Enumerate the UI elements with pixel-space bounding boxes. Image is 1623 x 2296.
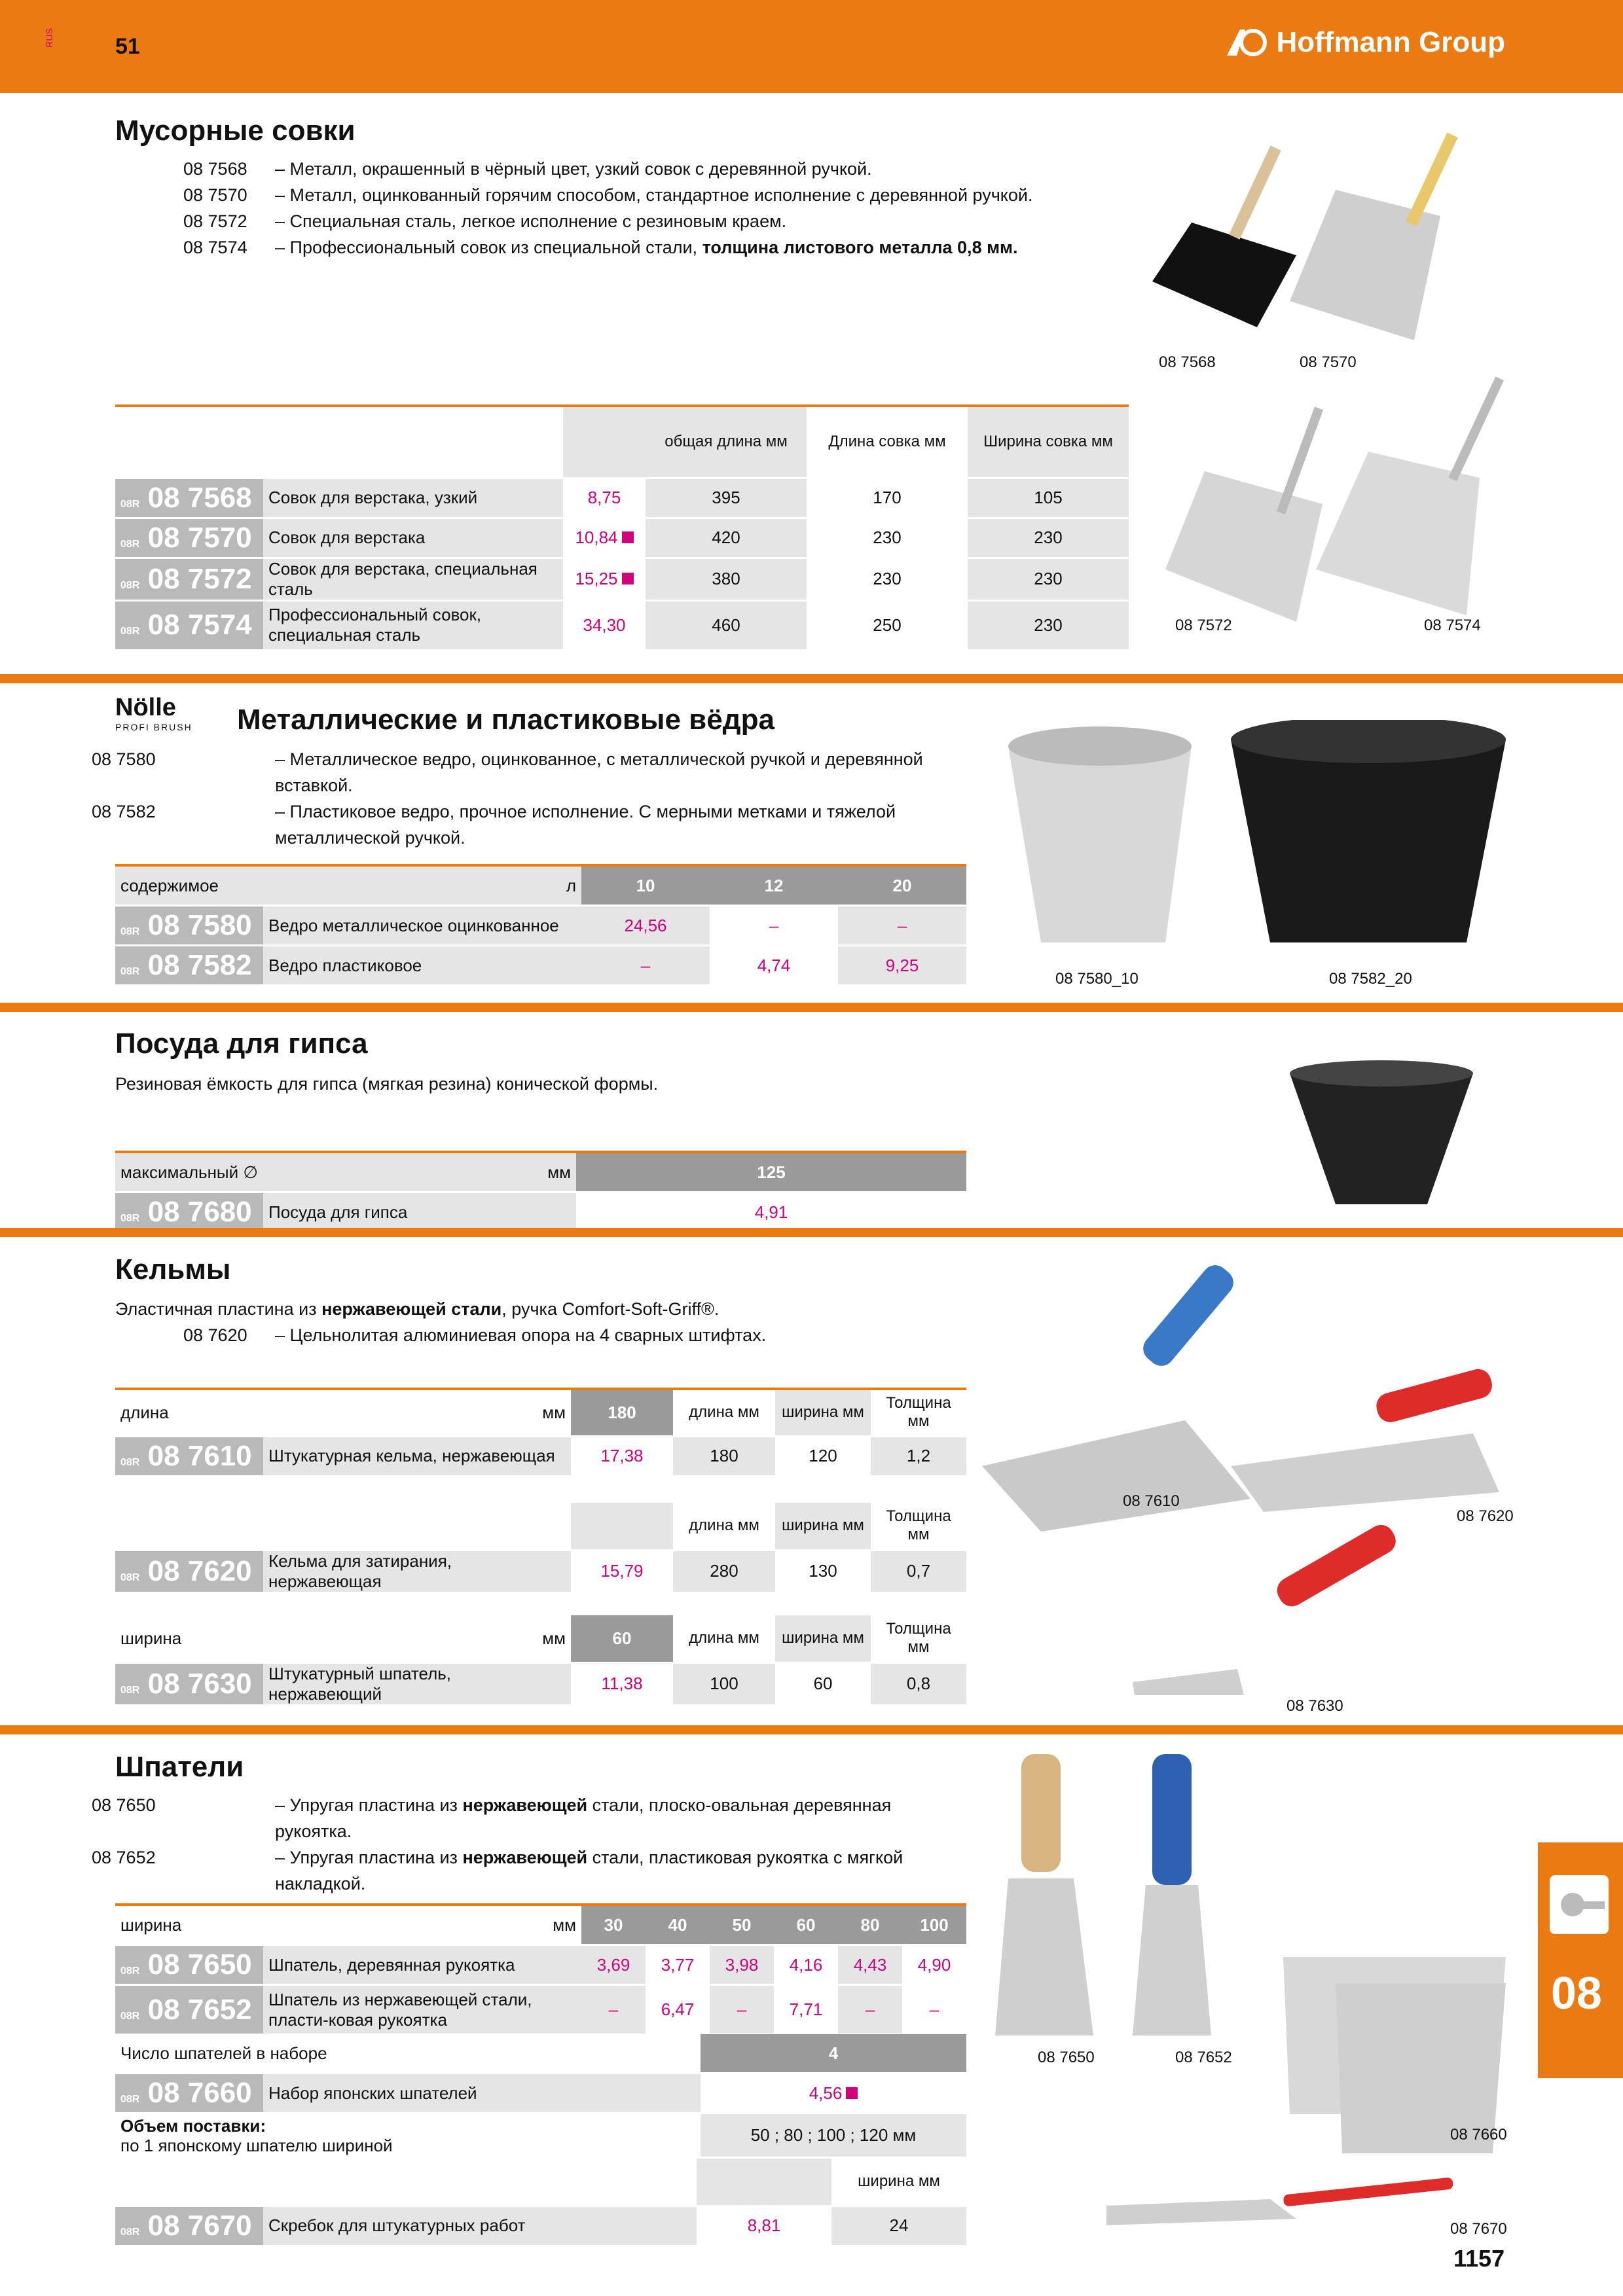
table-row: 08R 08 7580 Ведро металлическое оцинкованное 24,56 – – [115, 906, 966, 946]
brand-name: Hoffmann Group [1276, 26, 1505, 58]
desc-line: 08 7652 – Упругая пластина из нержавеющей стали, пластиковая рукоятка с мягкой накладкой. [92, 1848, 903, 1893]
table-row: 08R 08 7570 Совок для верстака 10,84 420 230 230 [115, 518, 1129, 558]
section-title-spatulas: Шпатели [115, 1751, 244, 1783]
table-row: 08R 08 7620 Кельма для затирания, нержавеющая 15,79 280 130 0,7 [115, 1550, 966, 1592]
brand-name: Nölle [115, 694, 176, 721]
spatula-images [995, 1748, 1545, 2271]
section-title-plaster-bowl: Посуда для гипса [115, 1028, 368, 1060]
table-row: 08R 08 7680 Посуда для гипса 4,91 [115, 1193, 966, 1232]
tools-icon [1550, 1875, 1609, 1934]
desc-line: 08 7582 – Пластиковое ведро, прочное исполнение. С мерными метками и тяжелой металлической ручкой. [92, 802, 896, 848]
image-caption: 08 7574 [1424, 617, 1481, 634]
bucket-images [995, 720, 1519, 969]
image-caption: 08 7620 [1457, 1507, 1514, 1525]
desc-line: 08 7568 – Металл, окрашенный в чёрный цвет, узкий совок с деревянной ручкой. [183, 159, 872, 179]
chapter-number: 08 [1551, 1967, 1602, 2018]
unit: л [566, 875, 576, 895]
dustpan-images [1139, 124, 1545, 347]
section-divider [0, 1003, 1623, 1012]
trowel-description: Эластичная пластина из нержавеющей стали, ручка Comfort-Soft-Griff®. 08 7620 – Цельнолитая алюминиевая опора на 4 сварных штифтах. [115, 1299, 767, 1345]
dustpan-table [115, 404, 1129, 651]
dustpan-descriptions [183, 156, 1033, 260]
section-title-trowels: Кельмы [115, 1253, 231, 1285]
trowel-images [976, 1250, 1552, 1695]
dustpan-images-2 [1152, 373, 1545, 622]
image-caption: 08 7568 [1159, 353, 1216, 371]
image-caption: 08 7572 [1175, 617, 1232, 634]
image-caption: 08 7580_10 [1055, 970, 1139, 988]
image-caption: 08 7670 [1450, 2220, 1507, 2238]
plaster-bowl-description: Резиновая ёмкость для гипса (мягкая резина) конической формы. [115, 1074, 659, 1094]
section-divider [0, 1725, 1623, 1734]
table-row: 08R 08 7660 Набор японских шпателей 4,56 [115, 2073, 966, 2113]
image-caption: 08 7582_20 [1329, 970, 1412, 988]
page-number-left: 51 [115, 34, 140, 59]
page-number-right: 1157 [1453, 2245, 1505, 2272]
bucket-descriptions [92, 746, 969, 851]
desc-line: 08 7570 – Металл, оцинкованный горячим способом, стандартное исполнение с деревянной ручкой. [183, 185, 1033, 205]
spatula-descriptions [92, 1792, 936, 1897]
image-caption: 08 7610 [1123, 1492, 1180, 1510]
scraper-table: ширина мм 08R 08 7670 Скребок для штукатурных работ 8,81 24 [115, 2159, 966, 2247]
chapter-tab [1538, 1842, 1623, 2078]
col-header: общая длина мм [646, 406, 807, 478]
label: содержимое [120, 875, 219, 895]
image-caption: 08 7570 [1300, 353, 1357, 371]
section-divider [0, 674, 1623, 683]
image-caption: 08 7650 [1038, 2049, 1095, 2066]
image-caption: 08 7652 [1175, 2049, 1232, 2066]
table-row: 08R 08 7650 Шпатель, деревянная рукоятка 3,69 3,77 3,98 4,16 4,43 4,90 [115, 1945, 966, 1985]
section-divider [0, 1228, 1623, 1237]
brand-logo [1224, 26, 1505, 59]
desc-line: 08 7650 – Упругая пластина из нержавеющей стали, плоско-овальная деревянная рукоятка. [92, 1795, 892, 1841]
plaster-bowl-image [1283, 1060, 1480, 1211]
section-title-buckets: Металлические и пластиковые вёдра [237, 704, 775, 736]
trowel-table-3: ширина мм 60 длина мм ширина мм Толщина мм 08R 08 7630 Штукатурный шпатель, нержавеющий 11,38 100 60 0,8 [115, 1615, 966, 1706]
table-row: 08R 08 7582 Ведро пластиковое – 4,74 9,25 [115, 946, 966, 986]
nolle-brand-logo [115, 694, 192, 732]
table-row: 08R 08 7574 Профессиональный совок, специальная сталь 34,30 460 250 230 [115, 600, 1129, 650]
desc-line: 08 7572 – Специальная сталь, легкое исполнение с резиновым краем. [183, 211, 787, 231]
col-header: Длина совка мм [807, 406, 968, 478]
spatula-set-table: Число шпателей в наборе 4 08R 08 7660 Набор японских шпателей 4,56 Объем поставки: по 1 японскому шпателю шириной 50 ; 80 ; 100 ; 120 мм [115, 2034, 966, 2159]
plaster-bowl-table: максимальный ∅ мм 125 08R 08 7680 Посуда для гипса 4,91 [115, 1151, 966, 1233]
table-row: 08R 08 7670 Скребок для штукатурных работ 8,81 24 [115, 2206, 966, 2246]
section-title-dustpans: Мусорные совки [115, 115, 356, 147]
hoffmann-logo-icon [1224, 26, 1269, 59]
table-row: 08R 08 7630 Штукатурный шпатель, нержавеющий 11,38 100 60 0,8 [115, 1662, 966, 1705]
col-header: Ширина совка мм [968, 406, 1129, 478]
brand-sub: PROFI BRUSH [115, 722, 192, 732]
desc-line: 08 7574 – Профессиональный совок из специальной стали, толщина листового металла 0,8 мм. [183, 238, 1018, 257]
table-row: 08R 08 7652 Шпатель из нержавеющей стали, пласти-ковая рукоятка – 6,47 – 7,71 – – [115, 1985, 966, 2035]
table-row: 08R 08 7572 Совок для верстака, специальная сталь 15,25 380 230 230 [115, 558, 1129, 600]
desc-line: 08 7580 – Металлическое ведро, оцинкованное, с металлической ручкой и деревянной вставкой. [92, 749, 923, 795]
image-caption: 08 7660 [1450, 2126, 1507, 2144]
image-caption: 08 7630 [1286, 1697, 1343, 1715]
trowel-table-2: длина мм ширина мм Толщина мм 08R 08 7620 Кельма для затирания, нержавеющая 15,79 280 130 0,7 [115, 1503, 966, 1594]
lang-label: RUS [43, 28, 54, 48]
table-row: 08R 08 7568 Совок для верстака, узкий 8,75 395 170 105 [115, 478, 1129, 518]
bucket-table: содержимое л 10 12 20 08R 08 7580 Ведро металлическое оцинкованное 24,56 – – 08R 08 7582 Ведро пластиковое – 4,74 9,25 [115, 864, 966, 986]
trowel-table-1: длина мм 180 длина мм ширина мм Толщина мм 08R 08 7610 Штукатурная кельма, нержавеющая 17,38 180 120 1,2 [115, 1388, 966, 1477]
spatula-table: ширина мм 30 40 50 60 80 100 08R 08 7650 Шпатель, деревянная рукоятка 3,69 3,77 3,98 4,16 4,43 4,90 08R 08 7652 Шпатель из нержавеющей стали, пласти-ковая рукоятка – 6,47 – 7,71 – – [115, 1903, 966, 2036]
table-row: 08R 08 7610 Штукатурная кельма, нержавеющая 17,38 180 120 1,2 [115, 1436, 966, 1476]
